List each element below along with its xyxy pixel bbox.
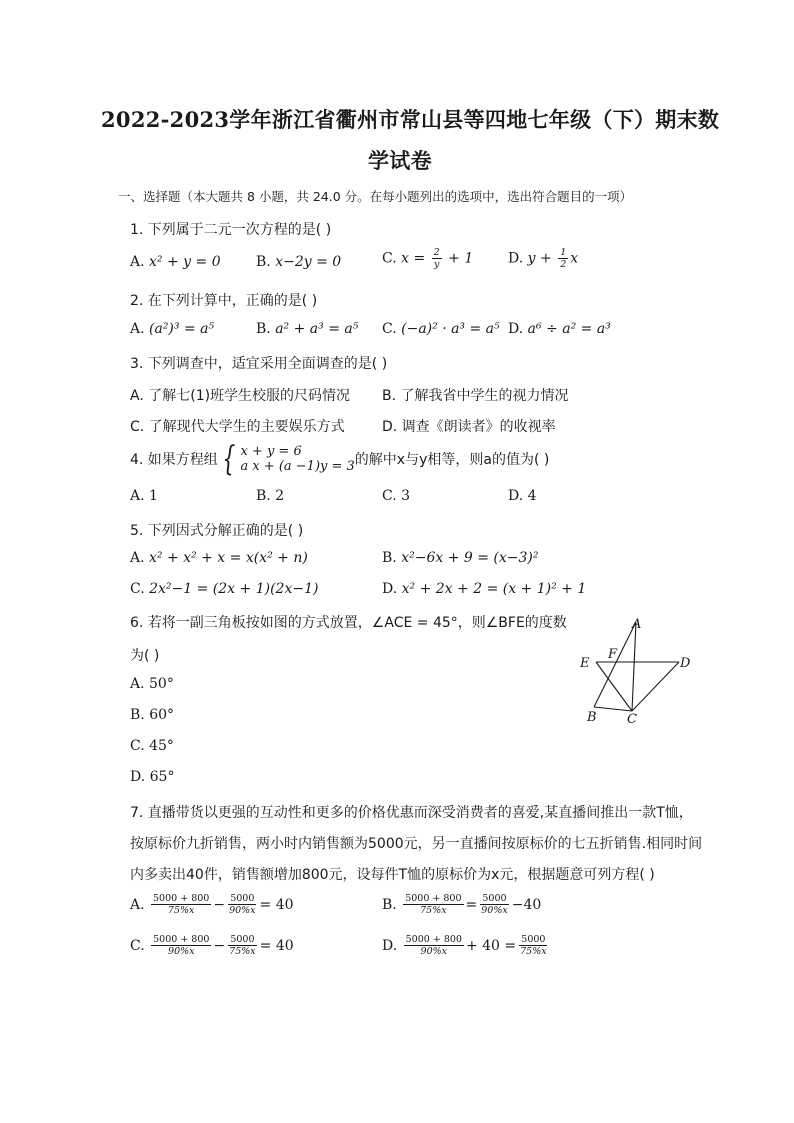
q7-option-d: D. $\frac{5000 + 800}{90\%x}$ + 40 = $\frac{5000}{75\%x}$ <box>382 934 547 957</box>
page-title-line2: 学试卷 <box>368 148 432 173</box>
label-a: A <box>632 617 642 632</box>
q7-option-b: B. $\frac{5000 + 800}{75\%x}$ = $\frac{5000}{90\%x}$ −40 <box>382 893 542 916</box>
question-6-stem: 6. 若将一副三角板按如图的方式放置，∠ACE = 45°，则∠BFE的度数 <box>130 615 567 631</box>
q2-option-d: D. a⁶ ÷ a² = a³ <box>508 321 611 337</box>
q2-option-b: B. a² + a³ = a⁵ <box>256 321 359 337</box>
question-7-line2: 按原标价九折销售，两小时内销售额为5000元，另一直播间按原标价的七五折销售.相同时间 <box>130 836 703 852</box>
q5-option-b: B. x²−6x + 9 = (x−3)² <box>382 550 539 566</box>
q1-option-c: C. x = $\frac{2}{y}$ + 1 <box>382 247 474 270</box>
question-5-stem: 5. 下列因式分解正确的是( ) <box>130 523 304 539</box>
line-ab <box>594 622 636 707</box>
line-ec <box>596 662 632 711</box>
label-b: B <box>587 710 597 725</box>
q3-option-a: A. 了解七(1)班学生校服的尺码情况 <box>130 388 351 404</box>
question-7-line3: 内多卖出40件，销售额增加800元，设每件T恤的原标价为x元，根据题意可列方程( ) <box>130 867 655 883</box>
label-c: C <box>627 712 637 727</box>
question-4-stem: 4. 如果方程组 { x + y = 6 a x + (a −1)y = 3 的解中x与y相等，则a的值为( ) <box>130 439 550 479</box>
q7-option-a: A. $\frac{5000 + 800}{75\%x}$ − $\frac{5000}{90\%x}$ = 40 <box>130 893 294 916</box>
q1-option-b: B. x−2y = 0 <box>256 254 342 270</box>
q5-option-a: A. x² + x² + x = x(x² + n) <box>130 550 308 566</box>
question-1-stem: 1. 下列属于二元一次方程的是( ) <box>130 222 332 238</box>
q6-option-c: C. 45° <box>130 738 174 754</box>
question-3-stem: 3. 下列调查中，适宜采用全面调查的是( ) <box>130 356 388 372</box>
line-dc <box>632 662 679 711</box>
q4-option-b: B. 2 <box>256 488 285 504</box>
q2-option-c: C. (−a)² · a³ = a⁵ <box>382 321 500 337</box>
q4-option-d: D. 4 <box>508 488 537 504</box>
question-6-stem-cont: 为( ) <box>130 648 160 664</box>
equation-system: { x + y = 6 a x + (a −1)y = 3 <box>222 439 355 479</box>
line-bc <box>594 707 632 711</box>
q2-option-a: A. (a²)³ = a⁵ <box>130 321 215 337</box>
q4-option-a: A. 1 <box>130 488 158 504</box>
q5-option-c: C. 2x²−1 = (2x + 1)(2x−1) <box>130 581 319 597</box>
q7-option-c: C. $\frac{5000 + 800}{90\%x}$ − $\frac{5000}{75\%x}$ = 40 <box>130 934 294 957</box>
q5-option-d: D. x² + 2x + 2 = (x + 1)² + 1 <box>382 581 587 597</box>
q3-option-b: B. 了解我省中学生的视力情况 <box>382 388 569 404</box>
q6-option-b: B. 60° <box>130 707 175 723</box>
q1-option-a: A. x² + y = 0 <box>130 254 221 270</box>
section-heading: 一、选择题（本大题共 8 小题，共 24.0 分。在每小题列出的选项中，选出符合题目的一项） <box>118 189 633 204</box>
line-ac <box>632 622 636 711</box>
q6-option-a: A. 50° <box>130 676 174 692</box>
label-f: F <box>608 647 618 662</box>
triangle-figure <box>575 612 705 727</box>
label-d: D <box>680 656 691 671</box>
question-2-stem: 2. 在下列计算中，正确的是( ) <box>130 293 318 309</box>
q3-option-c: C. 了解现代大学生的主要娱乐方式 <box>130 419 345 435</box>
q3-option-d: D. 调查《朗读者》的收视率 <box>382 419 556 435</box>
label-e: E <box>580 656 590 671</box>
page-title-line1: 2022-2023学年浙江省衢州市常山县等四地七年级（下）期末数 <box>101 107 720 132</box>
q1-option-d: D. y + $\frac{1}{2}$ x <box>508 247 579 270</box>
q4-option-c: C. 3 <box>382 488 411 504</box>
q6-option-d: D. 65° <box>130 769 175 785</box>
question-7-line1: 7. 直播带货以更强的互动性和更多的价格优惠而深受消费者的喜爱,某直播间推出一款T恤， <box>130 805 693 821</box>
